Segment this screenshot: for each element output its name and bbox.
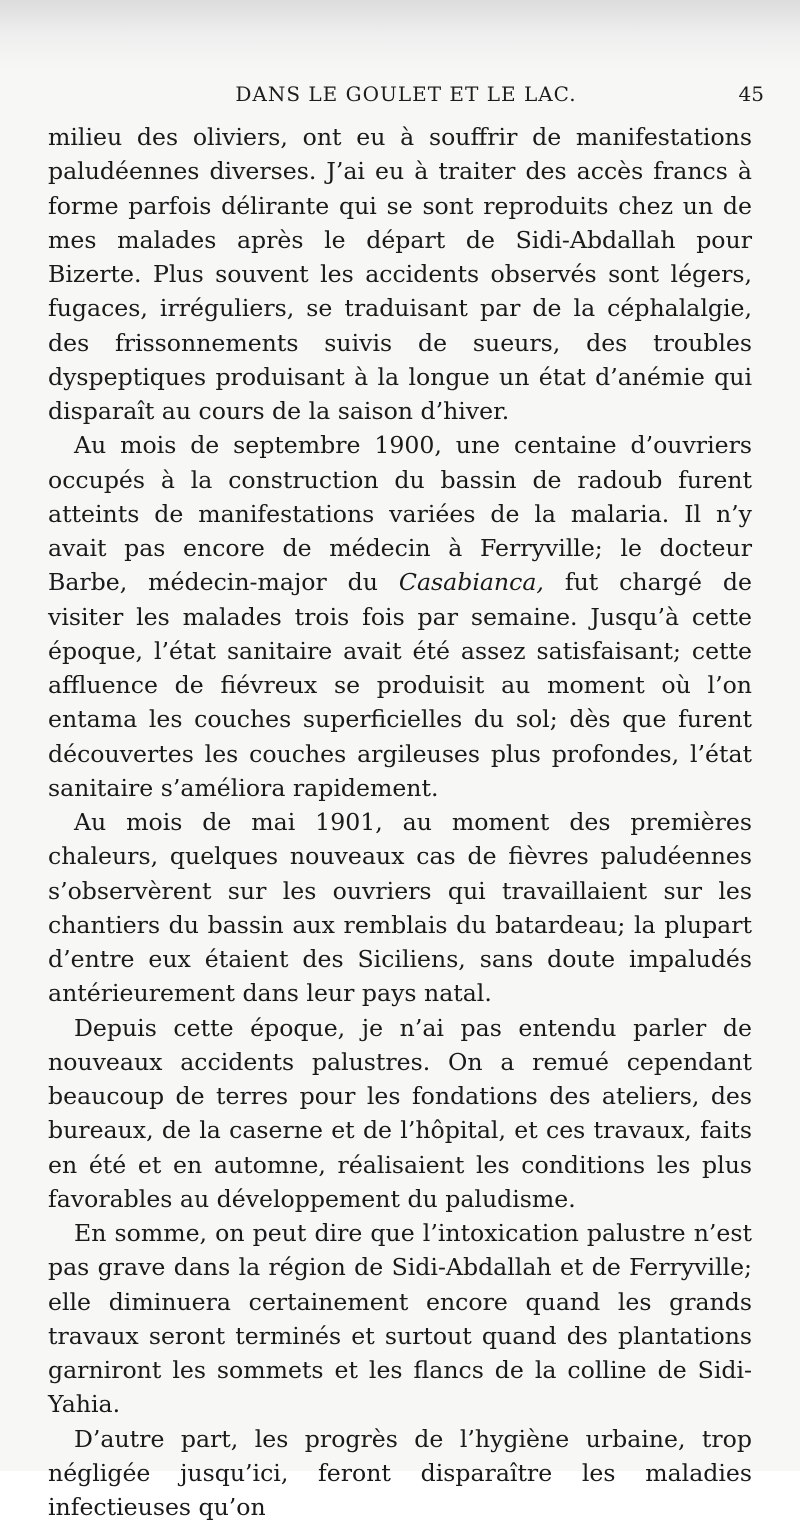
paragraph-4: Depuis cette époque, je n’ai pas entendu parler de nouveaux accidents palustres. On a remué cependant beaucoup de terres pour les fondations des ateliers, des bureaux, de la caserne et de l’hôpital, et ces travaux, faits en été et en automne, réalisaient les conditions les plus favorables au développement du paludisme. — [48, 1011, 752, 1217]
paragraph-1: milieu des oliviers, ont eu à souffrir de manifestations paludéennes diverses. J’ai eu à traiter des accès francs à forme parfois délirante qui se sont reproduits chez un de mes malades après le départ de Sidi-Abdallah pour Bizerte. Plus souvent les accidents observés sont légers, fugaces, irréguliers, se traduisant par de la céphalalgie, des frissonnements suivis de sueurs, des troubles dyspeptiques produisant à la longue un état d’anémie qui disparaît au cours de la saison d’hiver. — [48, 120, 752, 428]
page-header — [48, 78, 764, 112]
page-number: 45 — [739, 82, 764, 106]
paragraph-2-after: fut chargé de visiter les malades trois fois par semaine. Jusqu’à cette époque, l’état sanitaire avait été assez satisfaisant; cette affluence de fiévreux se produisit au moment où l’on entama les couches superficielles du sol; dès que furent découvertes les couches argileuses plus profondes, l’état sanitaire s’améliora rapidement. — [48, 568, 752, 802]
paragraph-5: En somme, on peut dire que l’intoxication palustre n’est pas grave dans la région de Sidi-Abdallah et de Ferryville; elle diminuera certainement encore quand les grands travaux seront terminés et surtout quand des plantations garniront les sommets et les flancs de la colline de Sidi-Yahia. — [48, 1216, 752, 1422]
paragraph-2-before: Au mois de septembre 1900, une centaine d’ouvriers occupés à la construction du bassin de radoub furent atteints de manifestations variées de la malaria. Il n’y avait pas encore de médecin à Ferryville; le docteur Barbe, médecin-major du — [48, 431, 752, 596]
body-text — [48, 120, 752, 1524]
ship-name: Casabianca, — [399, 568, 544, 596]
paragraph-3: Au mois de mai 1901, au moment des premières chaleurs, quelques nouveaux cas de fièvres paludéennes s’observèrent sur les ouvriers qui travaillaient sur les chantiers du bassin aux remblais du batardeau; la plupart d’entre eux étaient des Siciliens, sans doute impaludés antérieurement dans leur pays natal. — [48, 805, 752, 1011]
scan-shadow — [0, 0, 800, 70]
paragraph-2 — [48, 428, 752, 805]
running-title: DANS LE GOULET ET LE LAC. — [48, 82, 764, 106]
paragraph-6: D’autre part, les progrès de l’hygiène urbaine, trop négligée jusqu’ici, feront disparaître les maladies infectieuses qu’on — [48, 1422, 752, 1524]
